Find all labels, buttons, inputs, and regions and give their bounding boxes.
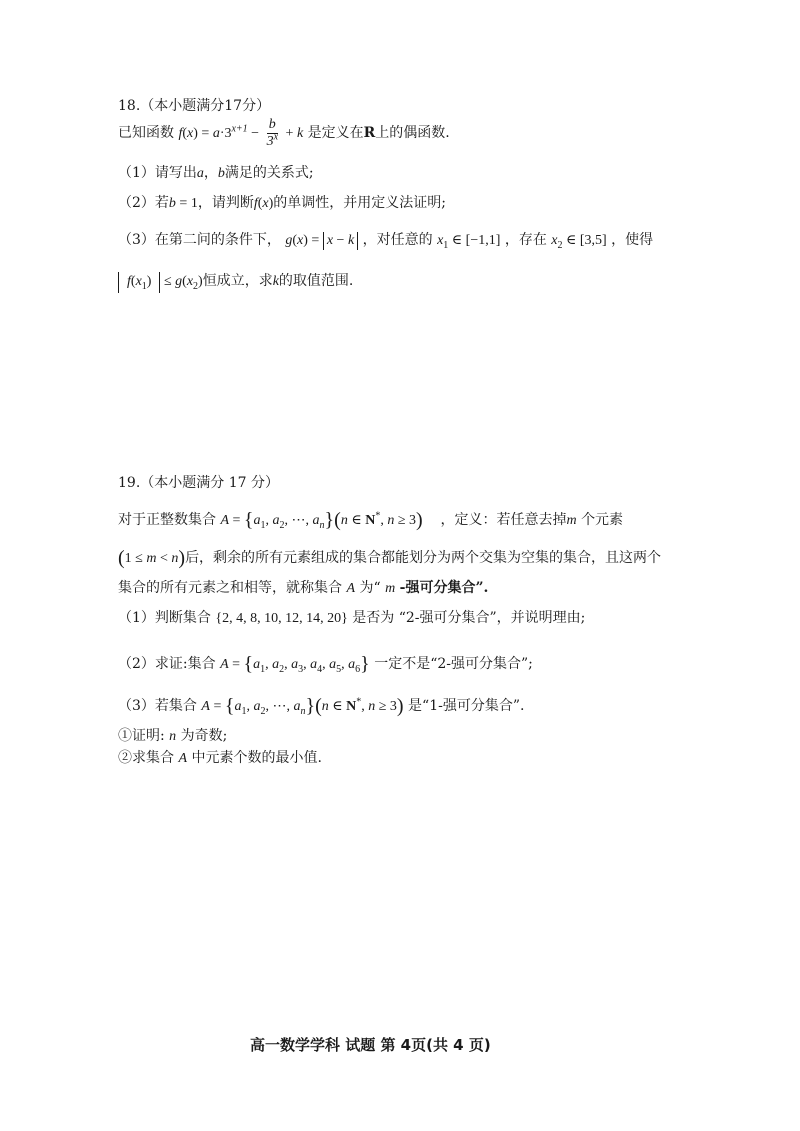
set-A6-formula: $A = \{a_1$, $a_2$, $a_3$, $a_4$, $a_5$, $a_6$} — [220, 653, 370, 675]
q18-part3: （3）在第二问的条件下， g(x) = x − k ，对任意的 $x_1$ ∈ [−1,1] ，存在 $x_2$ ∈ [3,5] ，使得 — [118, 232, 654, 251]
q18-intro: 已知函数 $f(x) = a\cdot 3^{x+1}$ − $\frac{b}{3^x}$ + k 是定义在R上的偶函数. — [118, 117, 450, 149]
q19-sub2: ②求集合 A 中元素个数的最小值. — [118, 750, 322, 766]
q19-part3: （3）若集合 $A = \{a_1$, $a_2$, ⋯, $a_n\}(n$ ∈ N*, n ≥ 3) 是“1-强可分集合”. — [118, 695, 525, 717]
page-footer: 高一数学学科 试题 第 4页(共 4 页) — [250, 1036, 491, 1054]
q18-part2: （2）若b = 1，请判断f(x)的单调性，并用定义法证明; — [118, 195, 446, 211]
q18-title: 18.（本小题满分17分） — [118, 98, 271, 114]
g-function-formula: g(x) = x − k — [285, 233, 358, 248]
set-A-formula-2: $A = \{a_1$, $a_2$, ⋯, $a_n\}(n$ ∈ N*, n ≥ 3) — [201, 695, 404, 717]
q19-line3: 集合的所有元素之和相等，就称集合 A 为“ m -强可分集合”. — [118, 580, 489, 596]
q19-sub1: ①证明: n 为奇数; — [118, 728, 228, 744]
q19-part1: （1）判断集合 {2, 4, 8, 10, 12, 14, 20} 是否为 “2-强可分集合”，并说明理由; — [118, 610, 586, 626]
inequality-formula: $f(x_1) \le g(x_2)$ — [118, 274, 203, 289]
q19-title: 19.（本小题满分 17 分） — [118, 475, 279, 491]
set-A-formula: $A = \{a_1$, $a_2$, ⋯, $a_n\}(n$ ∈ N*, n ≥ 3) — [220, 509, 423, 531]
q18-function-formula: $f(x) = a\cdot 3^{x+1}$ − $\frac{b}{3^x}$ + k — [178, 117, 304, 149]
q19-intro: 对于正整数集合 $A = \{a_1$, $a_2$, ⋯, $a_n\}(n$ ∈ N*, n ≥ 3) ，定义：若任意去掉m 个元素 — [118, 509, 624, 531]
q19-line2: (1 ≤ m < n)后，剩余的所有元素组成的集合都能划分为两个交集为空集的集合，且这两个 — [118, 547, 662, 569]
q18-part3-cont: $f(x_1) \le g(x_2)$恒成立，求k的取值范围. — [118, 272, 353, 293]
q19-part2: （2）求证:集合 $A = \{a_1$, $a_2$, $a_3$, $a_4$, $a_5$, $a_6$} 一定不是“2-强可分集合”; — [118, 653, 533, 675]
q18-part1: （1）请写出a，b满足的关系式; — [118, 165, 314, 181]
